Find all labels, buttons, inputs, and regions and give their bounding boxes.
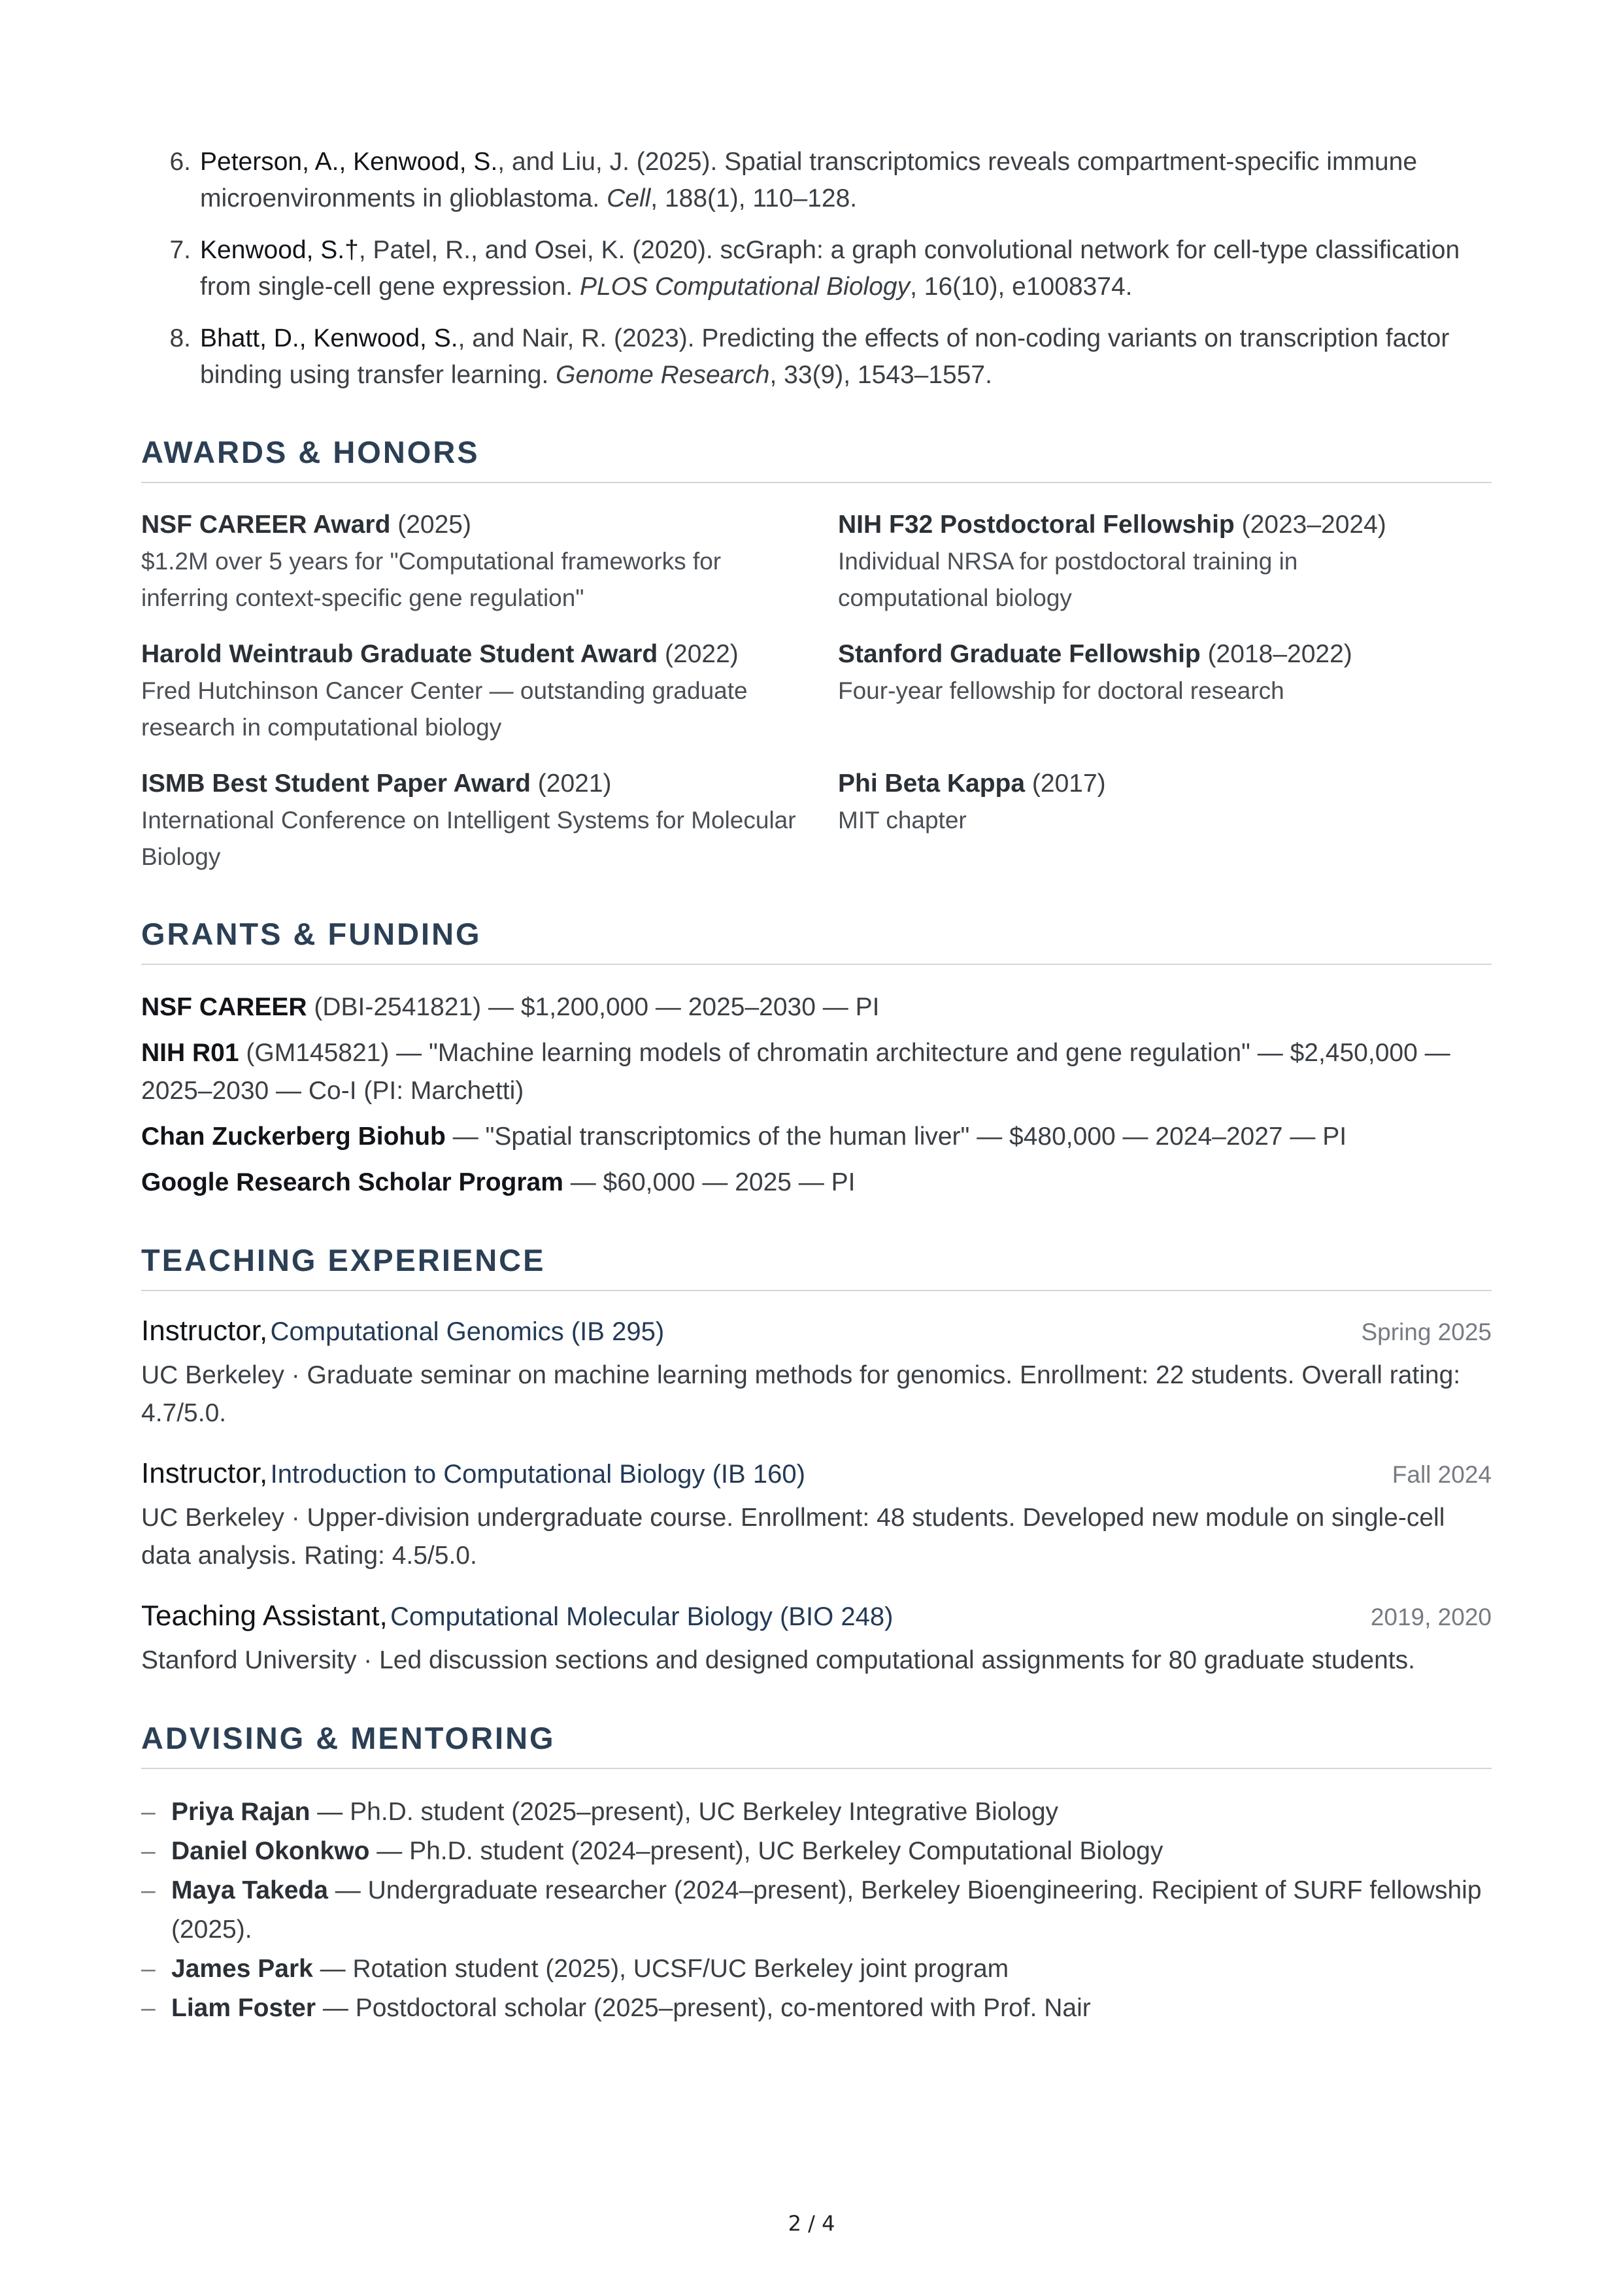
grant-detail: — $60,000 — 2025 — PI: [563, 1168, 856, 1196]
grant-name: Google Research Scholar Program: [141, 1168, 563, 1196]
teaching-course: Computational Molecular Biology (BIO 248): [390, 1602, 894, 1631]
award-name: ISMB Best Student Paper Award: [141, 769, 531, 798]
publication-citation: , and Nair, R. (2023). Predicting the effects of non-coding variants on transcription factor binding using transfer learning.: [200, 324, 1450, 389]
award-description: International Conference on Intelligent Systems for Molecular Biology: [141, 807, 796, 870]
mentee-name: Maya Takeda: [171, 1876, 328, 1904]
award-name: Harold Weintraub Graduate Student Award: [141, 640, 658, 668]
section-title: GRANTS & FUNDING: [141, 916, 1492, 965]
award-item: [141, 636, 838, 746]
publication-citation: , Patel, R., and Osei, K. (2020). scGraph: a graph convolutional network for cell-type classification from single-cell gene expression.: [200, 236, 1460, 301]
teaching-date: Spring 2025: [1361, 1319, 1492, 1345]
mentee-name: Priya Rajan: [171, 1798, 310, 1826]
mentee-item: [141, 1871, 1492, 1950]
mentee-detail: — Postdoctoral scholar (2025–present), co-mentored with Prof. Nair: [316, 1994, 1091, 2022]
publication-list: [141, 144, 1492, 394]
mentee-item: [141, 1793, 1492, 1832]
publication-authors: Kenwood, S.†: [200, 236, 359, 264]
award-item: [141, 766, 838, 875]
publication-journal: Cell: [607, 184, 651, 212]
dash-bullet: –: [141, 1798, 156, 1826]
grant-item: [141, 988, 1492, 1026]
publication-volume: , 188(1), 110–128.: [650, 184, 858, 212]
publication-authors: Bhatt, D., Kenwood, S.: [200, 324, 458, 352]
dash-bullet: –: [141, 1994, 156, 2022]
section-title: TEACHING EXPERIENCE: [141, 1242, 1492, 1291]
publication-number: 8.: [169, 324, 191, 352]
mentee-item: [141, 1832, 1492, 1871]
mentee-name: Liam Foster: [171, 1994, 316, 2022]
award-name: Phi Beta Kappa: [838, 769, 1026, 798]
dash-bullet: –: [141, 1955, 156, 1983]
mentee-detail: — Rotation student (2025), UCSF/UC Berkeley joint program: [312, 1955, 1009, 1983]
publication-number: 6.: [169, 148, 191, 176]
teaching-section: [141, 1242, 1492, 1680]
publication-number: 7.: [169, 236, 191, 264]
teaching-course: Introduction to Computational Biology (IB 160): [270, 1460, 805, 1489]
award-item: [838, 766, 1492, 875]
teaching-role: Teaching Assistant,: [141, 1600, 388, 1632]
teaching-item: [141, 1457, 1492, 1575]
teaching-course: Computational Genomics (IB 295): [270, 1317, 665, 1346]
grant-detail: — "Spatial transcriptomics of the human liver" — $480,000 — 2024–2027 — PI: [445, 1123, 1347, 1151]
publication-item: [141, 232, 1492, 305]
award-item: [838, 636, 1492, 746]
mentee-detail: — Ph.D. student (2024–present), UC Berkeley Computational Biology: [369, 1837, 1163, 1865]
cv-page: [141, 144, 1492, 2028]
grant-detail: (DBI-2541821) — $1,200,000 — 2025–2030 — PI: [307, 993, 880, 1021]
teaching-date: Fall 2024: [1392, 1461, 1492, 1488]
section-title: ADVISING & MENTORING: [141, 1720, 1492, 1769]
award-description: MIT chapter: [838, 807, 967, 834]
publication-journal: Genome Research: [556, 361, 770, 389]
teaching-date: 2019, 2020: [1370, 1604, 1492, 1630]
mentee-detail: — Ph.D. student (2025–present), UC Berkeley Integrative Biology: [310, 1798, 1059, 1826]
award-name: NIH F32 Postdoctoral Fellowship: [838, 511, 1235, 539]
award-description: Fred Hutchinson Cancer Center — outstanding graduate research in computational biology: [141, 677, 748, 741]
mentee-item: [141, 1950, 1492, 1989]
teaching-role: Instructor,: [141, 1457, 268, 1489]
award-year: (2025): [390, 511, 471, 539]
publication-item: [141, 144, 1492, 217]
award-name: NSF CAREER Award: [141, 511, 391, 539]
teaching-description: Stanford University · Led discussion sections and designed computational assignments for 80 graduate students.: [141, 1646, 1415, 1674]
page-number: 2 / 4: [788, 2211, 835, 2236]
publication-journal: PLOS Computational Biology: [579, 273, 911, 301]
mentee-name: Daniel Okonkwo: [171, 1837, 370, 1865]
awards-grid: [141, 507, 1492, 875]
grant-item: [141, 1034, 1492, 1110]
award-year: (2021): [530, 769, 612, 798]
teaching-item: [141, 1600, 1492, 1680]
publication-item: [141, 320, 1492, 394]
teaching-description: UC Berkeley · Upper-division undergraduate course. Enrollment: 48 students. Developed new module on single-cell data analysis. Rating: 4.5/5.0.: [141, 1504, 1445, 1570]
award-description: Individual NRSA for postdoctoral training in computational biology: [838, 548, 1298, 611]
mentee-name: James Park: [171, 1955, 313, 1983]
publication-citation: , and Liu, J. (2025). Spatial transcriptomics reveals compartment-specific immune microenvironments in glioblastoma.: [200, 148, 1418, 212]
award-item: [141, 507, 838, 616]
grants-section: [141, 916, 1492, 1202]
award-name: Stanford Graduate Fellowship: [838, 640, 1201, 668]
grant-name: NIH R01: [141, 1039, 239, 1067]
grant-item: [141, 1164, 1492, 1202]
publication-authors: Peterson, A., Kenwood, S.: [200, 148, 498, 176]
advising-section: [141, 1720, 1492, 2028]
award-year: (2017): [1025, 769, 1106, 798]
grant-name: Chan Zuckerberg Biohub: [141, 1123, 446, 1151]
awards-section: [141, 434, 1492, 875]
mentee-item: [141, 1989, 1492, 2028]
mentee-detail: — Undergraduate researcher (2024–present), Berkeley Bioengineering. Recipient of SURF fellowship (2025).: [171, 1876, 1482, 1944]
grant-name: NSF CAREER: [141, 993, 307, 1021]
grant-item: [141, 1118, 1492, 1156]
grant-detail: (GM145821) — "Machine learning models of chromatin architecture and gene regulation" — $2,450,000 — 2025–2030 — Co-I (PI: Marchetti): [141, 1039, 1450, 1105]
award-description: Four-year fellowship for doctoral research: [838, 677, 1284, 704]
award-description: $1.2M over 5 years for "Computational frameworks for inferring context-specific gene regulation": [141, 548, 722, 611]
mentee-list: [141, 1793, 1492, 2028]
award-year: (2018–2022): [1200, 640, 1352, 668]
teaching-item: [141, 1315, 1492, 1432]
teaching-role: Instructor,: [141, 1315, 268, 1347]
award-year: (2022): [658, 640, 739, 668]
teaching-description: UC Berkeley · Graduate seminar on machine learning methods for genomics. Enrollment: 22 students. Overall rating: 4.7/5.0.: [141, 1361, 1461, 1427]
section-title: AWARDS & HONORS: [141, 434, 1492, 483]
dash-bullet: –: [141, 1876, 156, 1904]
publication-volume: , 16(10), e1008374.: [910, 273, 1133, 301]
award-year: (2023–2024): [1234, 511, 1386, 539]
award-item: [838, 507, 1492, 616]
publication-volume: , 33(9), 1543–1557.: [769, 361, 992, 389]
dash-bullet: –: [141, 1837, 156, 1865]
